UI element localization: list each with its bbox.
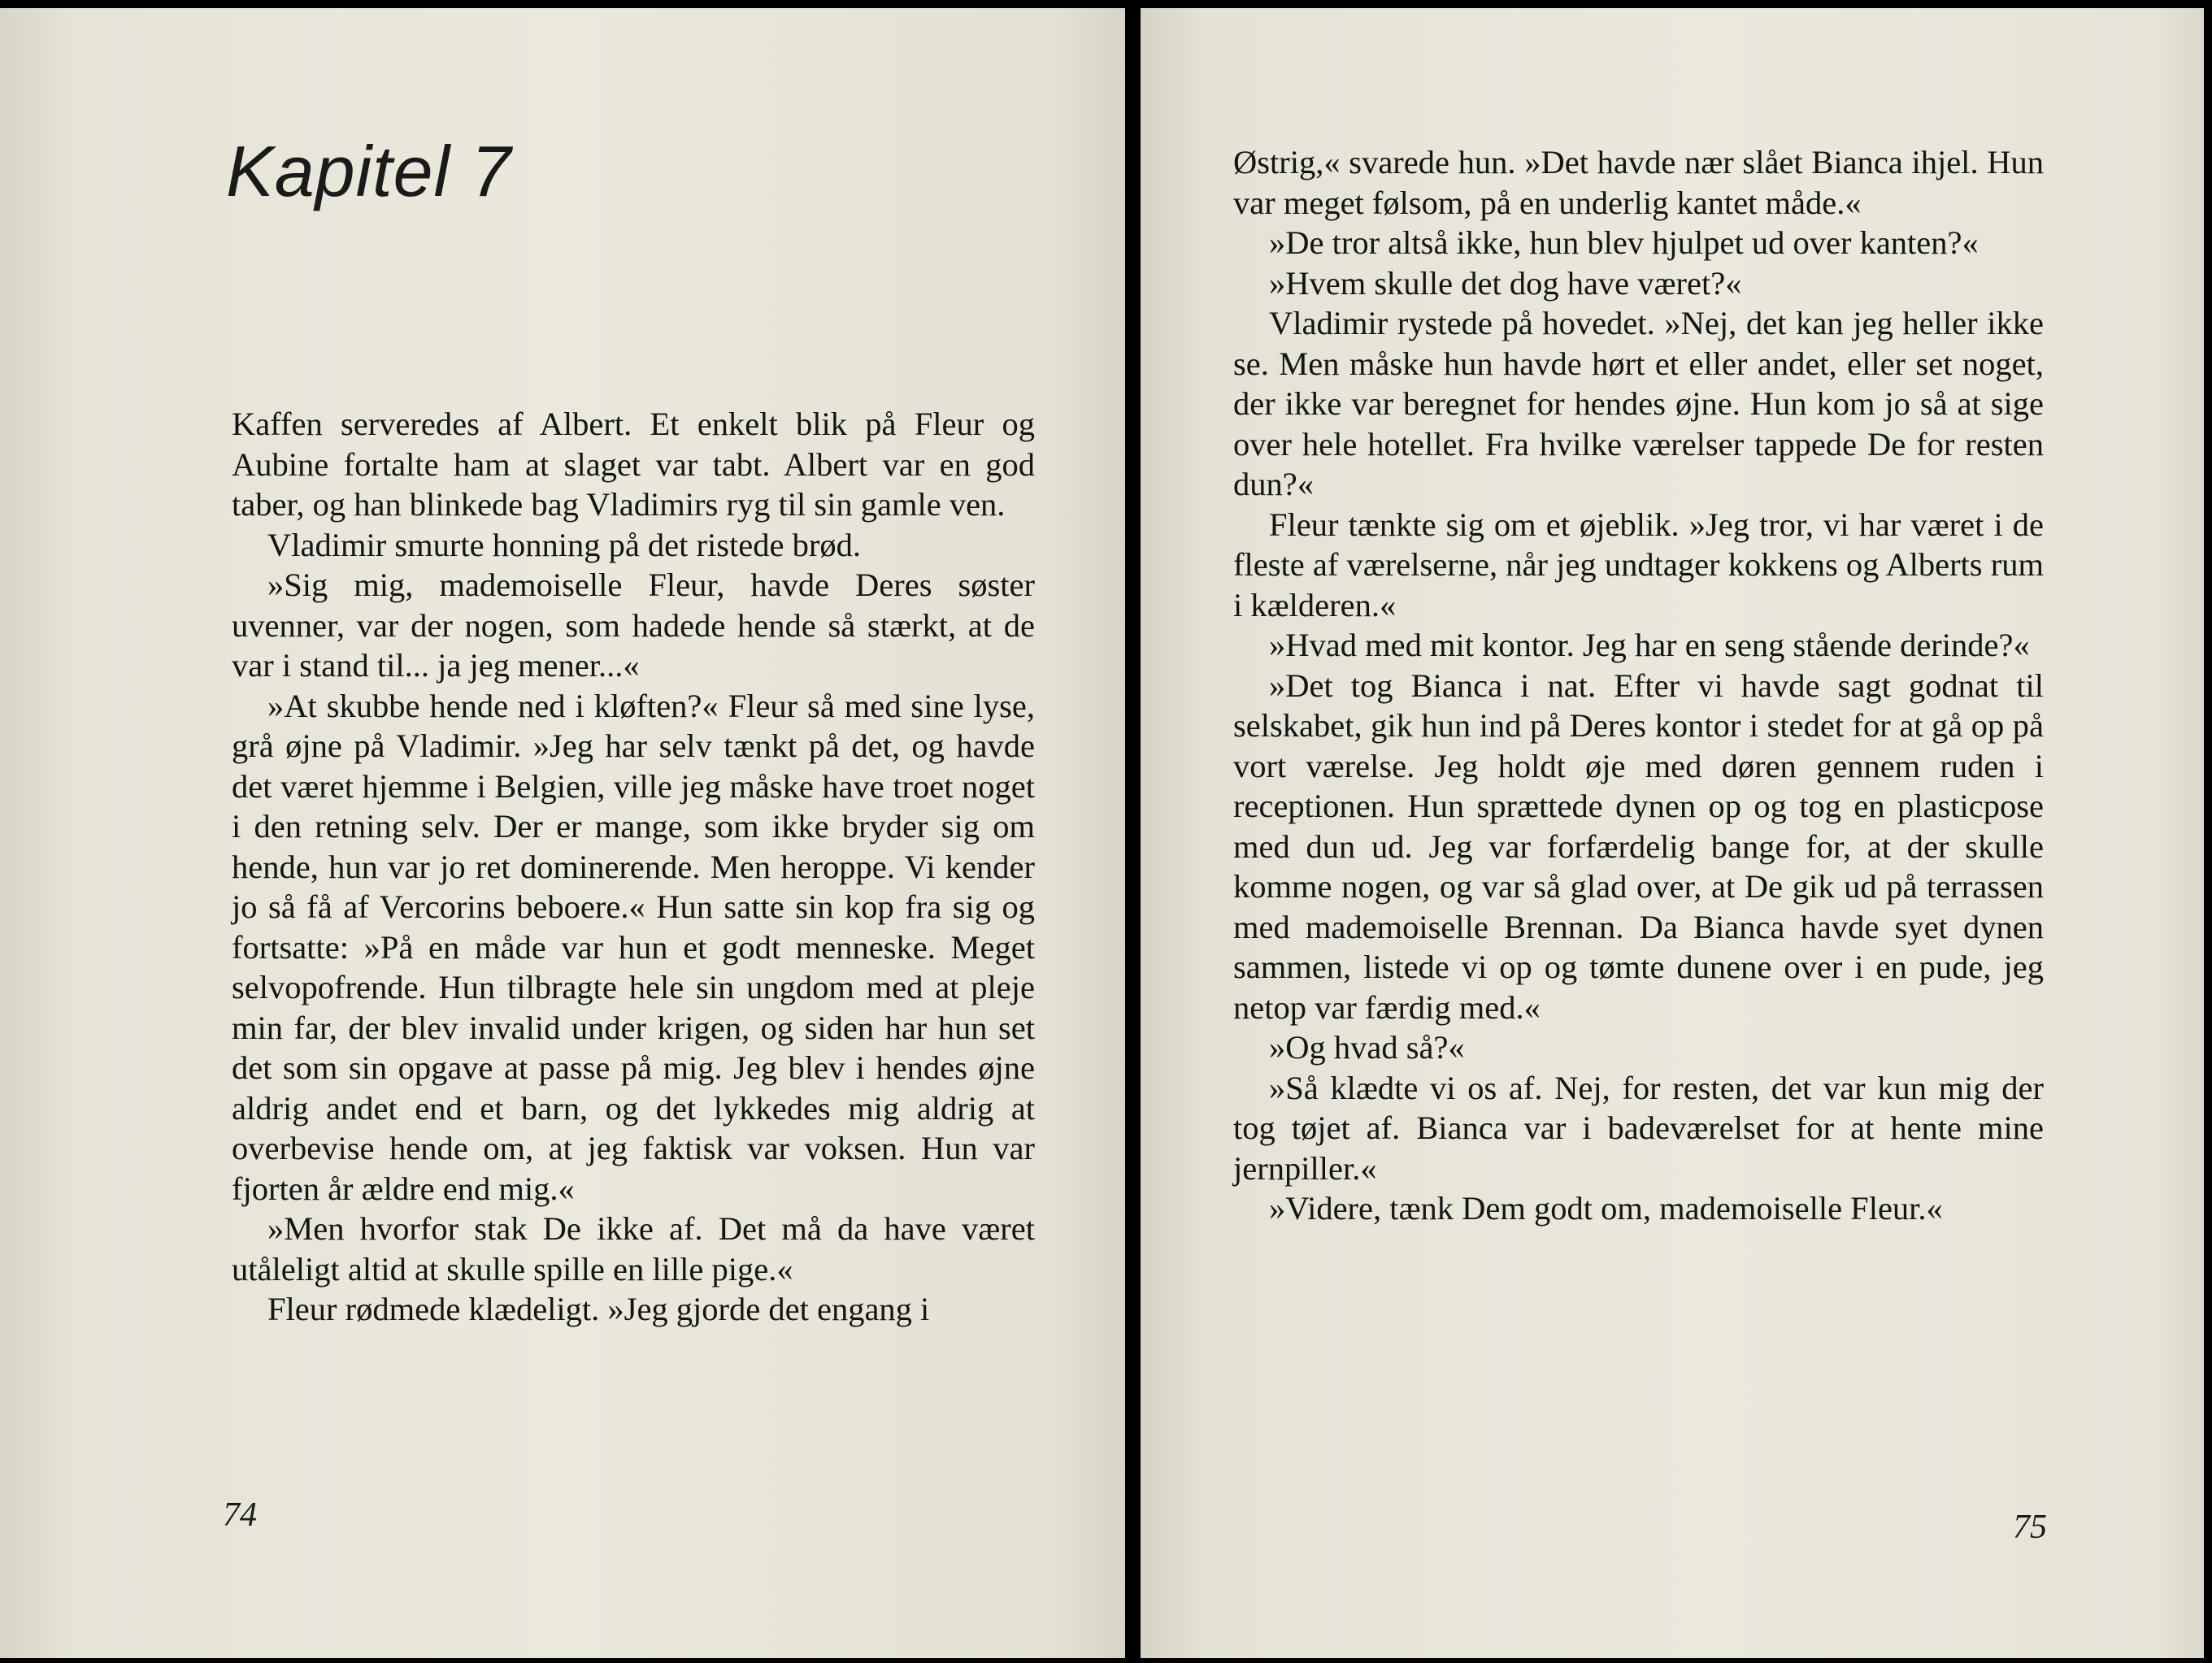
page-number-left: 74 (223, 1496, 257, 1534)
paragraph: Kaffen serveredes af Albert. Et enkelt blik på Fleur og Aubine fortalte ham at slaget var tabt. Albert var en god taber, og han blinkede bag Vladimirs ryg til sin gamle ven. (232, 406, 1035, 523)
left-page (0, 8, 1125, 1658)
paragraph: »Sig mig, mademoiselle Fleur, havde Deres søster uvenner, var der nogen, som hadede hende så stærkt, at de var i stand til... ja jeg mener...« (232, 567, 1035, 684)
paragraph: »Så klædte vi os af. Nej, for resten, det var kun mig der tog tøjet af. Bianca var i badeværelset for at hente mine jernpiller.« (1233, 1069, 2044, 1187)
paragraph: »Hvem skulle det dog have været?« (1269, 264, 1742, 302)
paragraph: Fleur tænkte sig om et øjeblik. »Jeg tror, vi har været i de fleste af værelserne, når jeg undtager kokkens og Alberts rum i kælderen.« (1233, 506, 2044, 623)
paragraph: »Og hvad så?« (1269, 1029, 1465, 1066)
paragraph: »De tror altså ikke, hun blev hjulpet ud over kanten?« (1269, 224, 1979, 261)
chapter-title: Kapitel 7 (226, 131, 512, 211)
paragraph: Vladimir rystede på hovedet. »Nej, det kan jeg heller ikke se. Men måske hun havde hørt et eller andet, eller set noget, der ikke var beregnet for hendes øjne. Hun kom jo så at sige over hele hotellet. Fra hvilke værelser tappede De for resten dun?« (1233, 305, 2044, 502)
paragraph: Østrig,« svarede hun. »Det havde nær slået Bianca ihjel. Hun var meget følsom, på en underlig kantet måde.« (1233, 144, 2044, 221)
paragraph: »At skubbe hende ned i kløften?« Fleur så med sine lyse, grå øjne på Vladimir. »Jeg har selv tænkt på det, og havde det været hjemme i Belgien, ville jeg måske have troet noget i den retning selv. Der er mange, som ikke bryder sig om hende, hun var jo ret dominerende. Men heroppe. Vi kender jo så få af Vercorins beboere.« Hun satte sin kop fra sig og fortsatte: »På en måde var hun et godt menneske. Meget selvopofrende. Hun tilbragte hele sin ungdom med at pleje min far, der blev invalid under krigen, og siden har hun set det som sin opgave at passe på mig. Jeg blev i hendes øjne aldrig andet end et barn, og det lykkedes mig aldrig at overbevise hende om, at jeg faktisk var voksen. Hun var fjorten år ældre end mig.« (232, 687, 1035, 1207)
paragraph: »Men hvorfor stak De ikke af. Det må da have været utåleligt altid at skulle spille en lille pige.« (232, 1210, 1035, 1287)
paragraph: Vladimir smurte honning på det ristede brød. (267, 526, 861, 563)
paragraph: Fleur rødmede klædeligt. »Jeg gjorde det engang i (267, 1291, 930, 1327)
right-page-text (1233, 142, 2044, 1229)
paragraph: »Hvad med mit kontor. Jeg har en seng stående derinde?« (1269, 627, 2030, 663)
paragraph: »Videre, tænk Dem godt om, mademoiselle Fleur.« (1269, 1190, 1943, 1227)
right-page (1141, 8, 2204, 1658)
page-number-right: 75 (2013, 1509, 2047, 1546)
left-page-text (232, 404, 1035, 1330)
paragraph: »Det tog Bianca i nat. Efter vi havde sagt godnat til selskabet, gik hun ind på Deres kontor i stedet for at gå op på vort værelse. Jeg holdt øje med døren gennem ruden i receptionen. Hun sprættede dynen op og tog en plasticpose med dun ud. Jeg var forfærdelig bange for, at der skulle komme nogen, og var så glad over, at De gik ud på terrassen med mademoiselle Brennan. Da Bianca havde syet dynen sammen, listede vi op og tømte dunene over i en pude, jeg netop var færdig med.« (1233, 667, 2044, 1026)
